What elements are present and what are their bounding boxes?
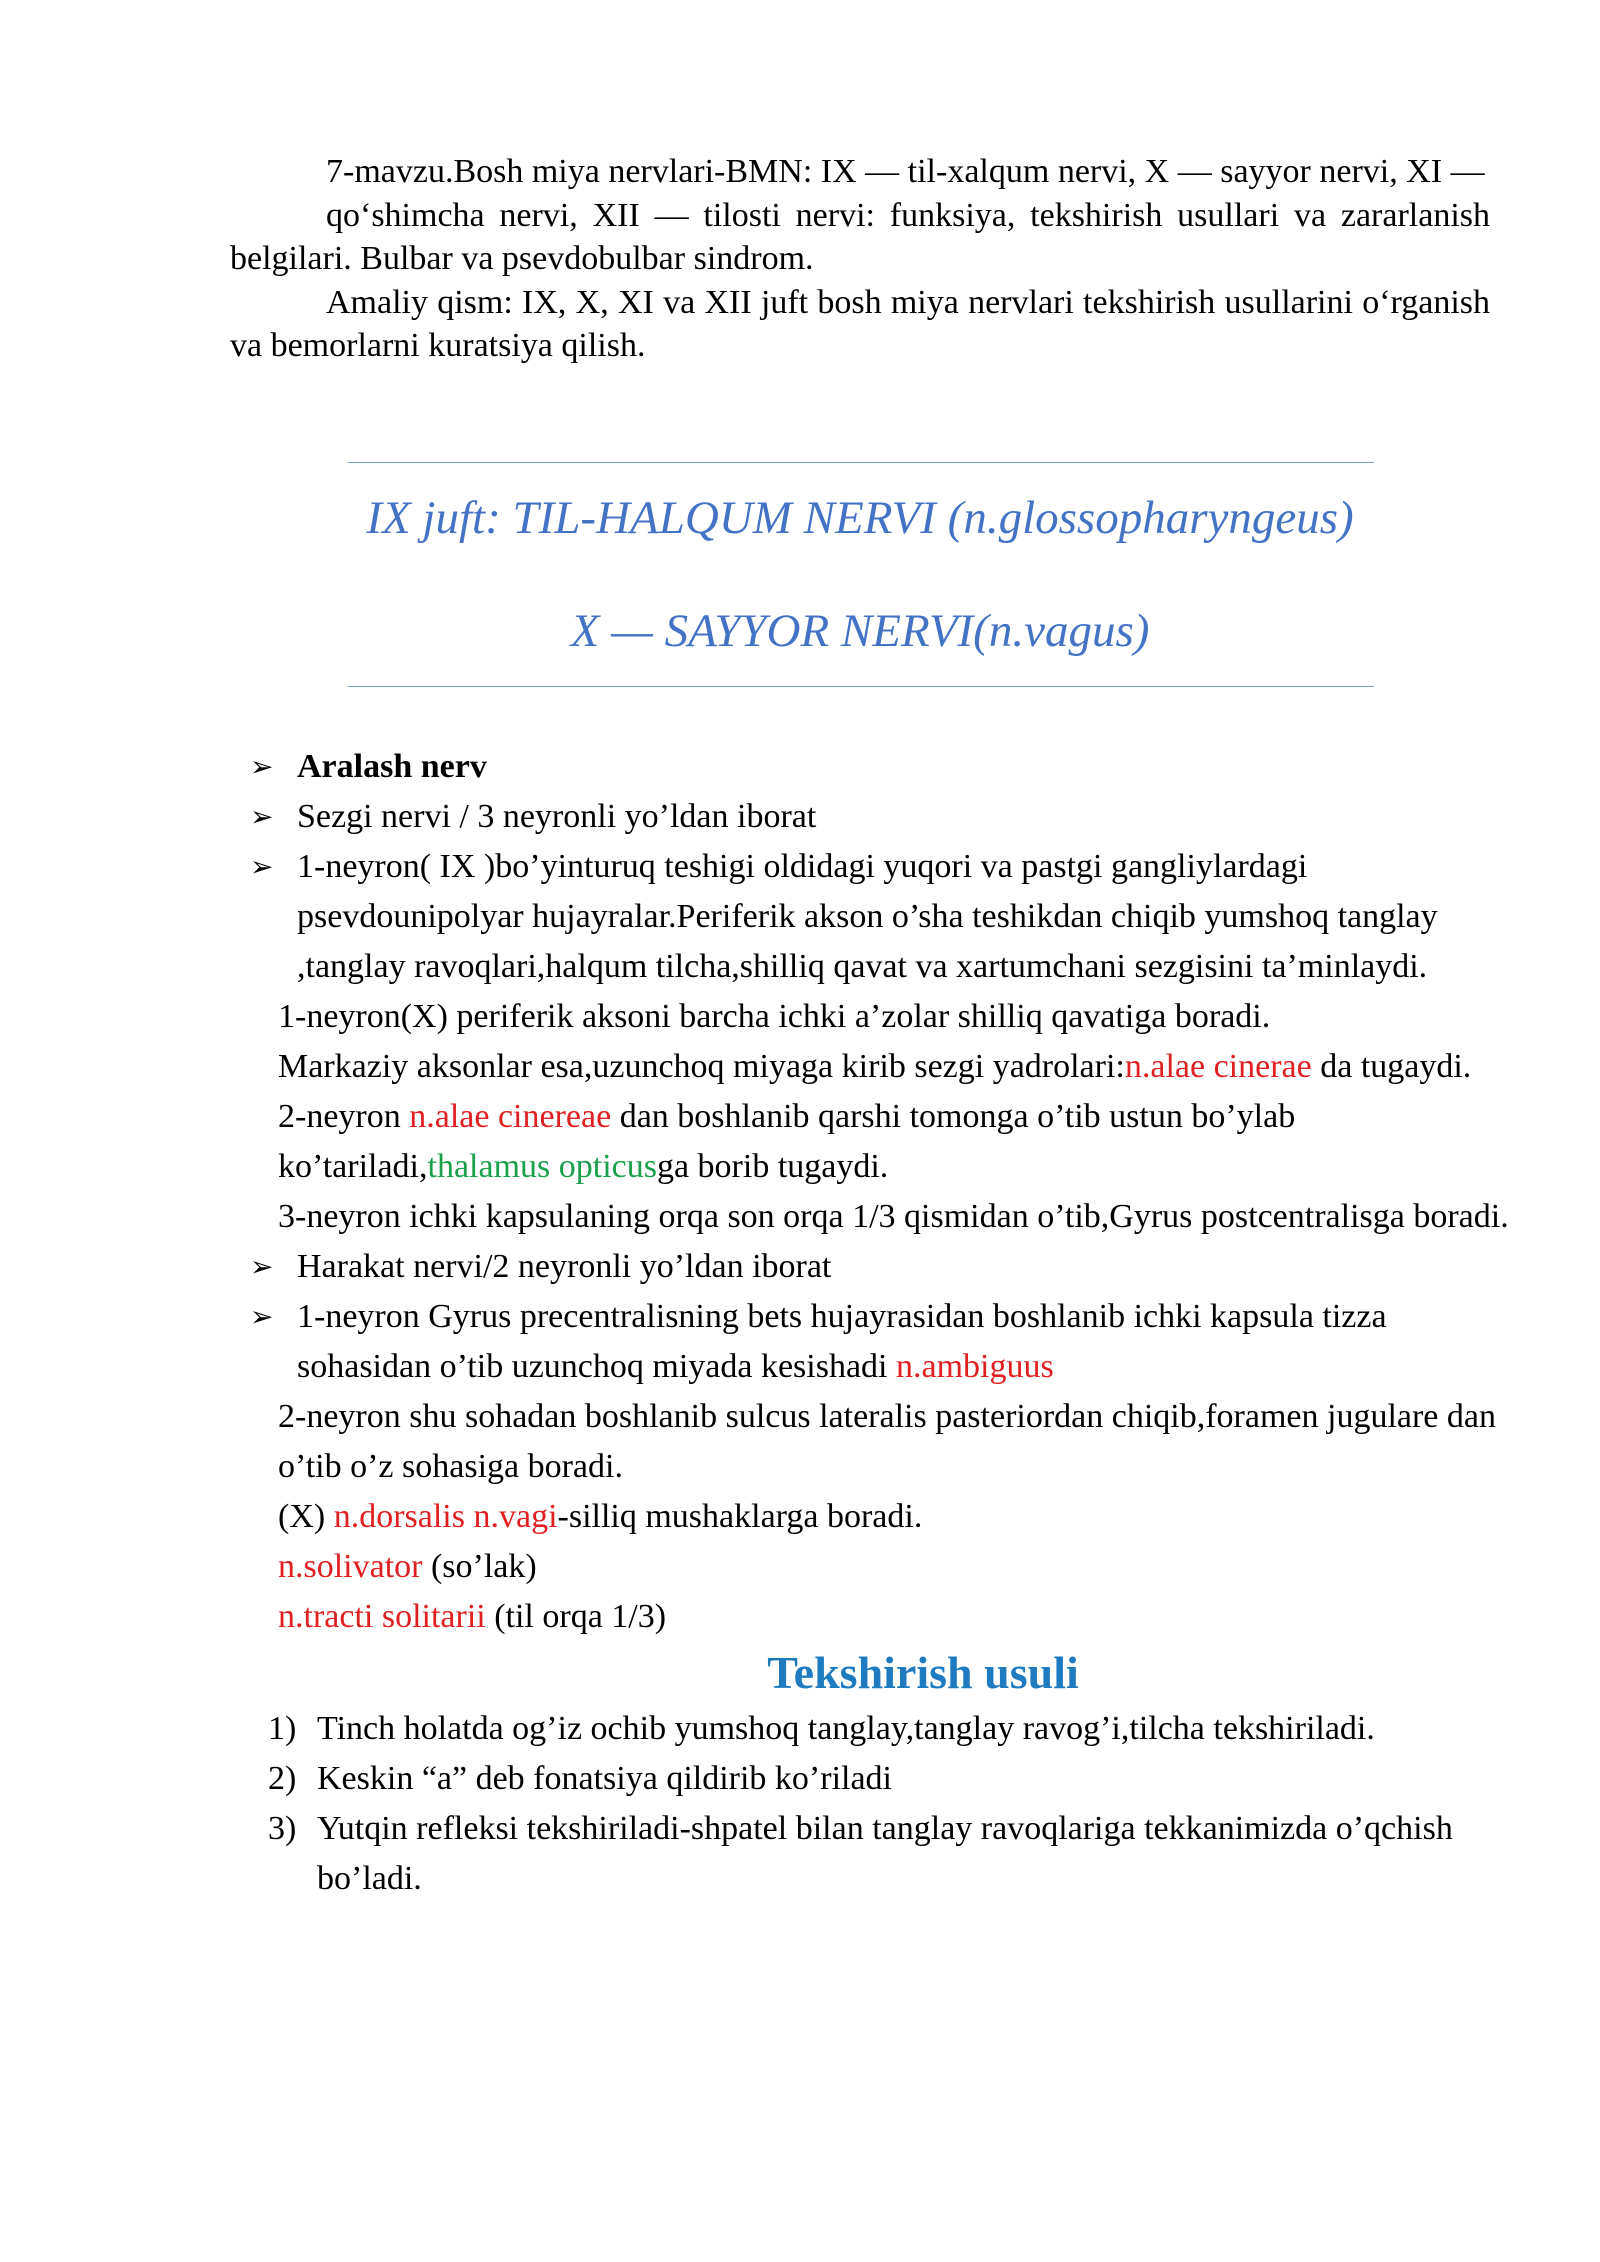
heading-ix-nerve: IX juft: TIL-HALQUM NERVI (n.glossopharyngeus): [366, 492, 1354, 544]
arrowhead-bullet-icon: ➢: [250, 1300, 274, 1333]
section-title: Tekshirish usuli: [767, 1647, 1079, 1698]
term-highlight: n.alae cinerae: [1124, 1048, 1312, 1085]
numbered-item: 2) Keskin “a” deb fonatsiya qildirib ko’riladi: [268, 1760, 892, 1797]
list-item: ➢ 1-neyron( IX )bo’yinturuq teshigi oldidagi yuqori va pastgi gangliylardagi psevdounipolyar hujayralar.Periferik akson o’sha teshikdan chiqib yumshoq tanglay ,tanglay ravoqlari,halqum tilcha,shilliq qavat va xartumchani sezgisini ta’minlaydi.: [230, 842, 1520, 992]
paragraph: 2-neyron shu sohadan boshlanib sulcus lateralis pasteriordan chiqib,foramen jugulare dan o’tib o’z sohasiga boradi.: [278, 1398, 1496, 1485]
intro-topic-continuation: qo‘shimcha nervi, XII — tilosti nervi: funksiya, tekshirish usullari va zararlanish belgilari. Bulbar va psevdobulbar sindrom.: [230, 196, 1490, 277]
paragraph: 3-neyron ichki kapsulaning orqa son orqa 1/3 qismidan o’tib,Gyrus postcentralisga boradi.: [278, 1198, 1509, 1235]
list-item: ➢ Harakat nervi/2 neyronli yo’ldan iborat: [230, 1242, 1520, 1292]
paragraph: n.solivator (so’lak): [278, 1548, 537, 1585]
term-highlight: n.tracti solitarii: [278, 1598, 486, 1635]
intro-text: [230, 150, 1490, 368]
intro-practical-part: Amaliy qism: IX, X, XI va XII juft bosh miya nervlari tekshirish usullarini o‘rganish va bemorlarni kuratsiya qilish.: [230, 283, 1490, 364]
term-highlight: n.ambiguus: [895, 1348, 1054, 1385]
paragraph: Markaziy aksonlar esa,uzunchoq miyaga kirib sezgi yadrolari:n.alae cinerae da tugaydi.: [278, 1048, 1472, 1085]
paragraph: (X) n.dorsalis n.vagi-silliq mushaklarga boradi.: [278, 1498, 923, 1535]
paragraph: 1-neyron(X) periferik aksoni barcha ichki a’zolar shilliq qavatiga boradi.: [278, 998, 1271, 1035]
numbered-item: 3) Yutqin refleksi tekshiriladi-shpatel bilan tanglay ravoqlariga tekkanimizda o’qchish bo’ladi.: [268, 1810, 1453, 1897]
list-item: ➢ Sezgi nervi / 3 neyronli yo’ldan iborat: [230, 792, 1520, 842]
heading-bottom-rule: [348, 686, 1374, 687]
arrowhead-bullet-icon: ➢: [250, 850, 274, 883]
term-highlight: n.alae cinereae: [409, 1098, 612, 1135]
paragraph: 2-neyron n.alae cinereae dan boshlanib qarshi tomonga o’tib ustun bo’ylab ko’tariladi,thalamus opticusga borib tugaydi.: [278, 1098, 1296, 1185]
term-highlight: n.dorsalis n.vagi: [333, 1498, 558, 1535]
list-item: ➢ 1-neyron Gyrus precentralisning bets hujayrasidan boshlanib ichki kapsula tizza sohasidan o’tib uzunchoq miyada kesishadi n.ambiguus: [230, 1292, 1520, 1392]
main-content: [230, 742, 1520, 1904]
intro-topic-line: 7-mavzu.Bosh miya nervlari-BMN: IX — til-xalqum nervi, X — sayyor nervi, XI —: [326, 153, 1485, 190]
paragraph: n.tracti solitarii (til orqa 1/3): [278, 1598, 667, 1635]
arrowhead-bullet-icon: ➢: [250, 800, 274, 833]
arrowhead-bullet-icon: ➢: [250, 750, 274, 783]
term-highlight: n.solivator: [278, 1548, 423, 1585]
heading-top-rule: [348, 462, 1374, 463]
list-item: ➢ Aralash nerv: [230, 742, 1520, 792]
numbered-item: 1) Tinch holatda og’iz ochib yumshoq tanglay,tanglay ravog’i,tilcha tekshiriladi.: [268, 1710, 1375, 1747]
term-highlight-green: thalamus opticus: [427, 1148, 657, 1185]
heading-x-nerve: X — SAYYOR NERVI(n.vagus): [570, 605, 1150, 657]
arrowhead-bullet-icon: ➢: [250, 1250, 274, 1283]
